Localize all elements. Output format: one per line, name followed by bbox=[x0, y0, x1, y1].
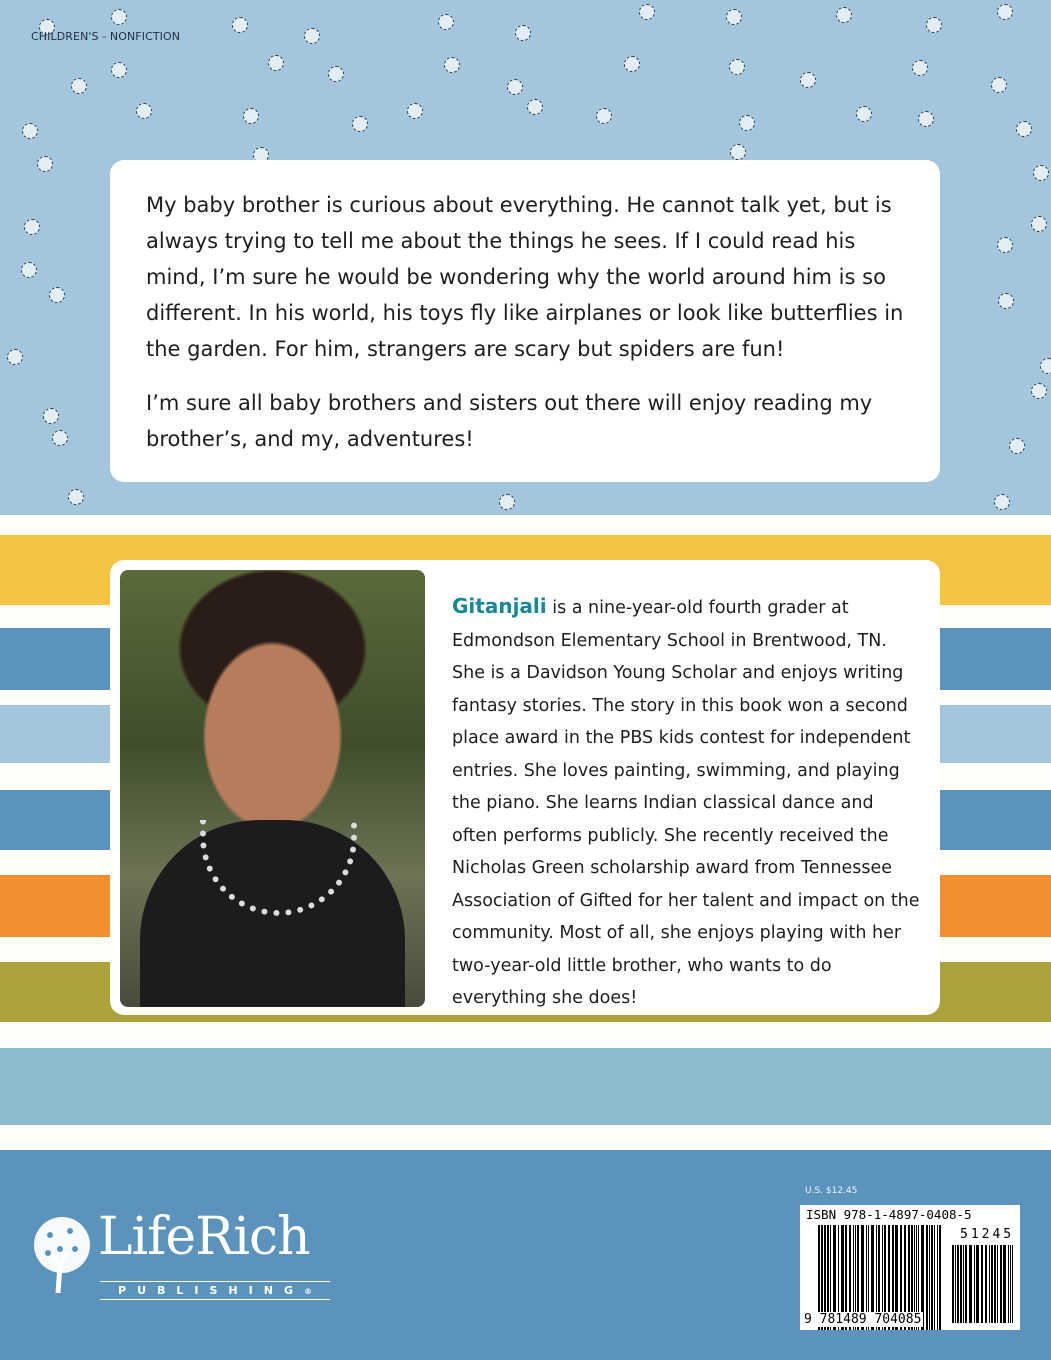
barcode-bar bbox=[974, 1245, 975, 1323]
barcode-bar bbox=[994, 1245, 996, 1323]
barcode-bar bbox=[960, 1245, 962, 1323]
decorative-dot bbox=[21, 262, 37, 278]
barcode-bar bbox=[965, 1245, 967, 1323]
decorative-dot bbox=[912, 60, 928, 76]
decorative-dot bbox=[1033, 165, 1049, 181]
barcode-bar bbox=[1010, 1245, 1011, 1323]
barcode-bar bbox=[991, 1245, 993, 1323]
decorative-dot bbox=[596, 108, 612, 124]
price-label: U.S. $12.45 bbox=[805, 1186, 858, 1196]
publisher-name: LifeRich bbox=[98, 1207, 310, 1267]
decorative-dot bbox=[438, 14, 454, 30]
barcode-bar bbox=[989, 1245, 990, 1323]
barcode-bar bbox=[934, 1225, 935, 1330]
decorative-dot bbox=[111, 9, 127, 25]
decorative-dot bbox=[68, 489, 84, 505]
decorative-dot bbox=[739, 115, 755, 131]
decorative-dot bbox=[43, 408, 59, 424]
decorative-dot bbox=[7, 349, 23, 365]
decorative-dot bbox=[24, 219, 40, 235]
decorative-dot bbox=[1016, 121, 1032, 137]
decorative-dot bbox=[639, 4, 655, 20]
barcode-bar bbox=[981, 1245, 984, 1323]
decorative-dot bbox=[243, 108, 259, 124]
isbn-text: ISBN 978-1-4897-0408-5 bbox=[806, 1207, 972, 1222]
barcode-bar bbox=[929, 1225, 931, 1330]
decorative-dot bbox=[991, 77, 1007, 93]
decorative-dot bbox=[1031, 383, 1047, 399]
decorative-dot bbox=[268, 55, 284, 71]
decorative-dot bbox=[407, 103, 423, 119]
decorative-dot bbox=[997, 237, 1013, 253]
isbn-barcode bbox=[800, 1205, 1020, 1330]
decorative-dot bbox=[71, 78, 87, 94]
registered-mark: ® bbox=[303, 1287, 312, 1296]
decorative-dot bbox=[800, 72, 816, 88]
stripe-pale-blue bbox=[0, 1048, 1051, 1125]
barcode-bar bbox=[952, 1245, 954, 1323]
blurb-paragraph: I’m sure all baby brothers and sisters out there will enjoy reading my brother’s, and my, adventures! bbox=[146, 391, 873, 451]
decorative-dot bbox=[515, 25, 531, 41]
blurb-card bbox=[110, 160, 940, 482]
barcode-bar bbox=[1000, 1245, 1002, 1323]
publisher-subtitle-text: PUBLISHING bbox=[118, 1284, 304, 1297]
category-label: CHILDREN'S - NONFICTION bbox=[31, 30, 181, 43]
barcode-addon-bars bbox=[952, 1245, 1014, 1323]
barcode-bar bbox=[985, 1245, 987, 1323]
decorative-dot bbox=[926, 17, 942, 33]
decorative-dot bbox=[49, 287, 65, 303]
barcode-bar bbox=[997, 1245, 998, 1323]
decorative-dot bbox=[726, 9, 742, 25]
decorative-dot bbox=[328, 66, 344, 82]
barcode-bar bbox=[931, 1225, 933, 1330]
decorative-dot bbox=[111, 62, 127, 78]
barcode-bar bbox=[955, 1245, 956, 1323]
publisher-subtitle bbox=[100, 1281, 330, 1300]
decorative-dot bbox=[499, 494, 515, 510]
barcode-bar bbox=[957, 1245, 959, 1323]
decorative-dot bbox=[22, 123, 38, 139]
decorative-dot bbox=[624, 56, 640, 72]
barcode-bar bbox=[976, 1245, 979, 1323]
tree-icon bbox=[30, 1215, 95, 1293]
barcode-bar bbox=[1008, 1245, 1009, 1323]
barcode-bar bbox=[937, 1225, 939, 1330]
barcode-bar bbox=[1003, 1245, 1006, 1323]
decorative-dot bbox=[1040, 358, 1051, 374]
decorative-dot bbox=[136, 103, 152, 119]
decorative-dot bbox=[52, 430, 68, 446]
barcode-addon-text: 51245 bbox=[960, 1227, 1015, 1242]
barcode-bar bbox=[926, 1225, 928, 1330]
decorative-dot bbox=[729, 59, 745, 75]
barcode-bar bbox=[1012, 1245, 1013, 1323]
author-photo bbox=[120, 570, 425, 1007]
barcode-bar bbox=[963, 1245, 964, 1323]
blurb-paragraph: My baby brother is curious about everything. He cannot talk yet, but is always trying to tell me about the things he sees. If I could read his mind, I’m sure he would be wondering why the world around him is so different. In his world, his toys fly like airplanes or look like butterflies in the garden. For him, strangers are scary but spiders are fun! bbox=[146, 193, 904, 361]
decorative-dot bbox=[527, 99, 543, 115]
author-name: Gitanjali bbox=[452, 594, 547, 618]
barcode-digits: 9 781489 704085 bbox=[804, 1312, 922, 1327]
author-card bbox=[110, 560, 940, 1015]
decorative-dot bbox=[730, 144, 746, 160]
author-bio-text: is a nine-year-old fourth grader at Edmondson Elementary School in Brentwood, TN. She is a Davidson Young Scholar and enjoys writing fantasy stories. The story in this book won a second place award in the PBS kids contest for independent entries. She loves painting, swimming, and playing the piano. She learns Indian classical dance and often performs publicly. She recently received the Nicholas Green scholarship award from Tennessee Association of Gifted for her talent and impact on the community. Most of all, she enjoys playing with her two-year-old little brother, who wants to do everything she does! bbox=[452, 598, 920, 1008]
decorative-dot bbox=[997, 4, 1013, 20]
decorative-dot bbox=[836, 7, 852, 23]
decorative-dot bbox=[856, 106, 872, 122]
decorative-dot bbox=[37, 156, 53, 172]
decorative-dot bbox=[918, 111, 934, 127]
decorative-dot bbox=[352, 116, 368, 132]
decorative-dot bbox=[994, 494, 1010, 510]
decorative-dot bbox=[1031, 216, 1047, 232]
barcode-bar bbox=[969, 1245, 972, 1323]
decorative-dot bbox=[1009, 438, 1025, 454]
decorative-dot bbox=[507, 79, 523, 95]
decorative-dot bbox=[444, 57, 460, 73]
decorative-dot bbox=[998, 293, 1014, 309]
decorative-dot bbox=[304, 28, 320, 44]
author-bio bbox=[452, 590, 922, 1015]
decorative-dot bbox=[232, 17, 248, 33]
barcode-bar bbox=[939, 1225, 941, 1330]
